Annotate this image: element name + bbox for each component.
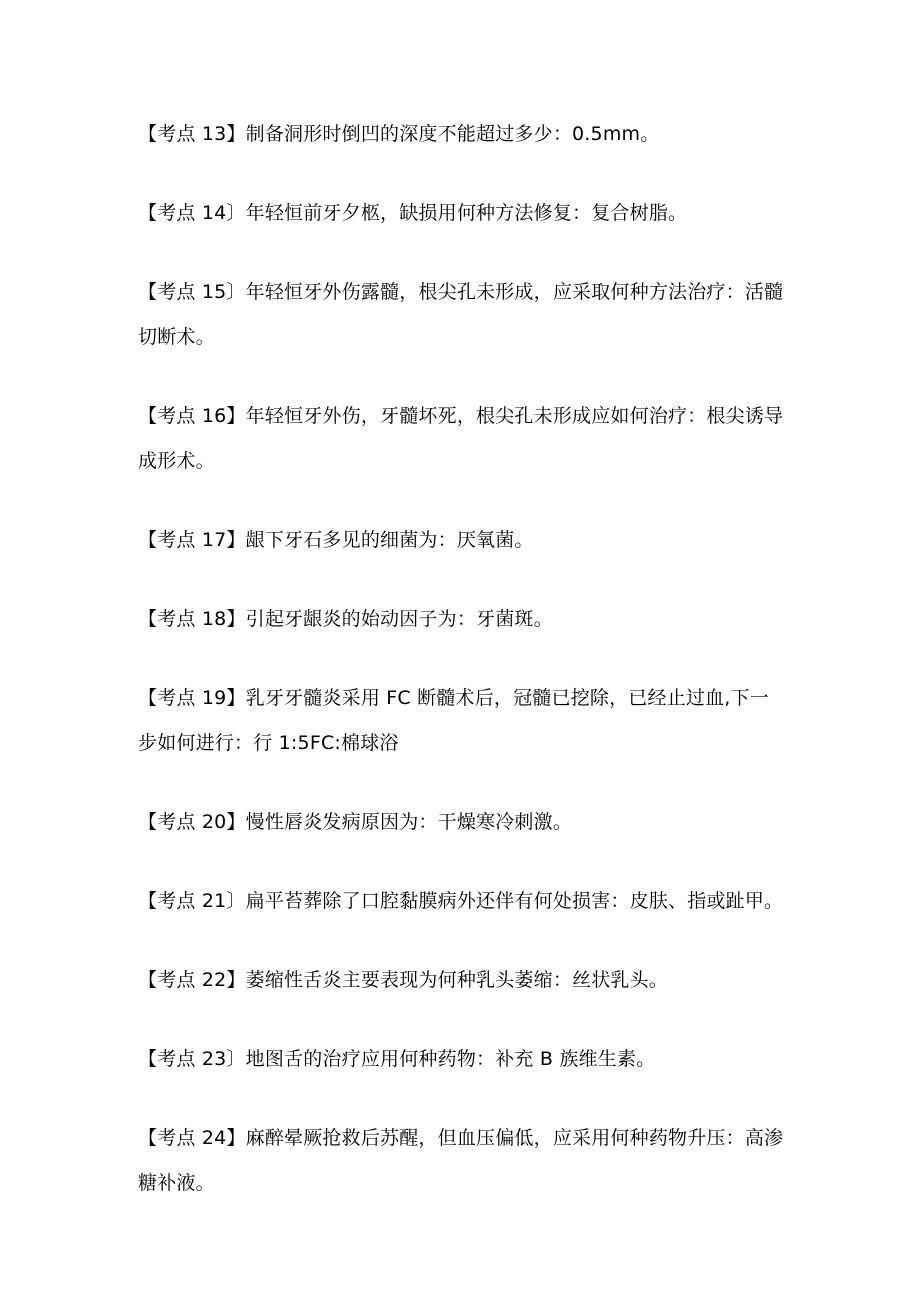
exam-point-14: 【考点 14〕年轻恒前牙夕柩，缺损用何种方法修复：复合树脂。 <box>138 202 688 224</box>
exam-point-22: 【考点 22】萎缩性舌炎主要表现为何种乳头萎缩：丝状乳头。 <box>138 969 669 991</box>
exam-point-20: 【考点 20】慢性唇炎发病原因为：干燥寒冷刺激。 <box>138 811 573 833</box>
exam-point-23: 【考点 23〕地图舌的治疗应用何种药物：补充 B 族维生素。 <box>138 1048 656 1070</box>
exam-point-19: 【考点 19】乳牙牙髓炎采用 FC 断髓术后，冠髓已挖除，已经止过血,下一步如何进行：行 1:5FC:棉球浴 <box>138 687 769 754</box>
exam-point-15: 【考点 15〕年轻恒牙外伤露髓，根尖孔未形成，应采取何种方法治疗：活髓切断术。 <box>138 281 784 348</box>
exam-point-18: 【考点 18】引起牙龈炎的始动因子为：牙菌斑。 <box>138 608 553 630</box>
exam-point-24: 【考点 24】麻醉晕厥抢救后苏醒，但血压偏低，应采用何种药物升压：高渗糖补液。 <box>138 1127 784 1194</box>
exam-point-13: 【考点 13】制备洞形时倒凹的深度不能超过多少：0.5mm。 <box>138 123 660 145</box>
exam-point-21: 【考点 21〕扁平苔葬除了口腔黏膜病外还伴有何处损害：皮肤、指或趾甲。 <box>138 890 784 912</box>
document-body <box>138 112 788 1240</box>
exam-point-16: 【考点 16】年轻恒牙外伤，牙髓坏死，根尖孔未形成应如何治疗：根尖诱导成形术。 <box>138 405 784 472</box>
exam-point-17: 【考点 17】龈下牙石多见的细菌为：厌氧菌。 <box>138 529 534 551</box>
